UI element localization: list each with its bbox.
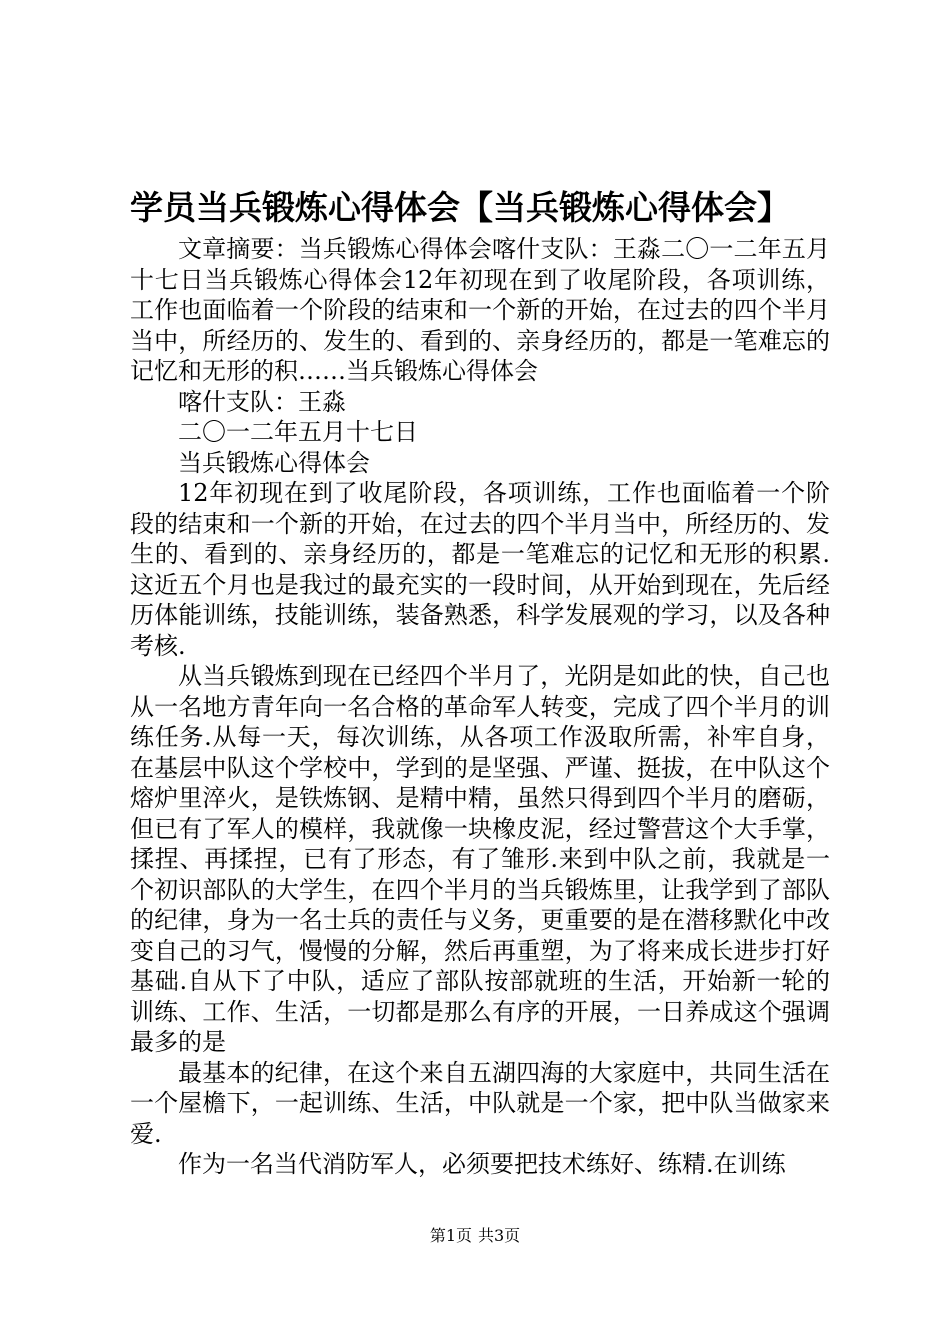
page-total: 共3页 xyxy=(478,1226,521,1245)
subtitle-line: 当兵锻炼心得体会 xyxy=(178,448,370,477)
body-paragraph: 最基本的纪律，在这个来自五湖四海的大家庭中，共同生活在一个屋檐下，一起训练、生活，中队就是一个家，把中队当做家来爱. xyxy=(130,1058,830,1148)
body-paragraph: 作为一名当代消防军人，必须要把技术练好、练精.在训练 xyxy=(178,1150,786,1178)
date-line: 二〇一二年五月十七日 xyxy=(178,418,418,446)
document-title: 学员当兵锻炼心得体会【当兵锻炼心得体会】 xyxy=(130,188,790,227)
body-paragraph: 从当兵锻炼到现在已经四个半月了，光阴是如此的快，自己也从一名地方青年向一名合格的革命军人转变，完成了四个半月的训练任务.从每一天，每次训练，从各项工作汲取所需，补牢自身，在基层中队这个学校中，学到的是坚强、严谨、挺拔，在中队这个熔炉里淬火，是铁炼钢、是精中精，虽然只得到四个半月的磨砺，但已有了军人的模样，我就像一块橡皮泥，经过警营这个大手掌，揉捏、再揉捏，已有了形态，有了雏形.来到中队之前，我就是一个初识部队的大学生，在四个半月的当兵锻炼里，让我学到了部队的纪律，身为一名士兵的责任与义务，更重要的是在潜移默化中改变自己的习气，慢慢的分解，然后再重塑，为了将来成长进步打好基础.自从下了中队，适应了部队按部就班的生活，开始新一轮的训练、工作、生活，一切都是那么有序的开展，一日养成这个强调最多的是 xyxy=(130,662,830,1056)
body-paragraph: 12年初现在到了收尾阶段，各项训练，工作也面临着一个阶段的结束和一个新的开始，在过去的四个半月当中，所经历的、发生的、看到的、亲身经历的，都是一笔难忘的记忆和无形的积累.这近五个月也是我过的最充实的一段时间，从开始到现在，先后经历体能训练，技能训练，装备熟悉，科学发展观的学习，以及各种考核. xyxy=(130,479,830,660)
page-number: 第1页 xyxy=(429,1226,472,1245)
abstract-paragraph: 文章摘要：当兵锻炼心得体会喀什支队：王淼二〇一二年五月十七日当兵锻炼心得体会12年初现在到了收尾阶段，各项训练，工作也面临着一个阶段的结束和一个新的开始，在过去的四个半月当中，所经历的、发生的、看到的、亲身经历的，都是一笔难忘的记忆和无形的积……当兵锻炼心得体会 xyxy=(130,235,830,385)
author-line: 喀什支队：王淼 xyxy=(178,387,346,416)
page-footer xyxy=(0,1226,950,1246)
document-body xyxy=(130,234,830,1180)
